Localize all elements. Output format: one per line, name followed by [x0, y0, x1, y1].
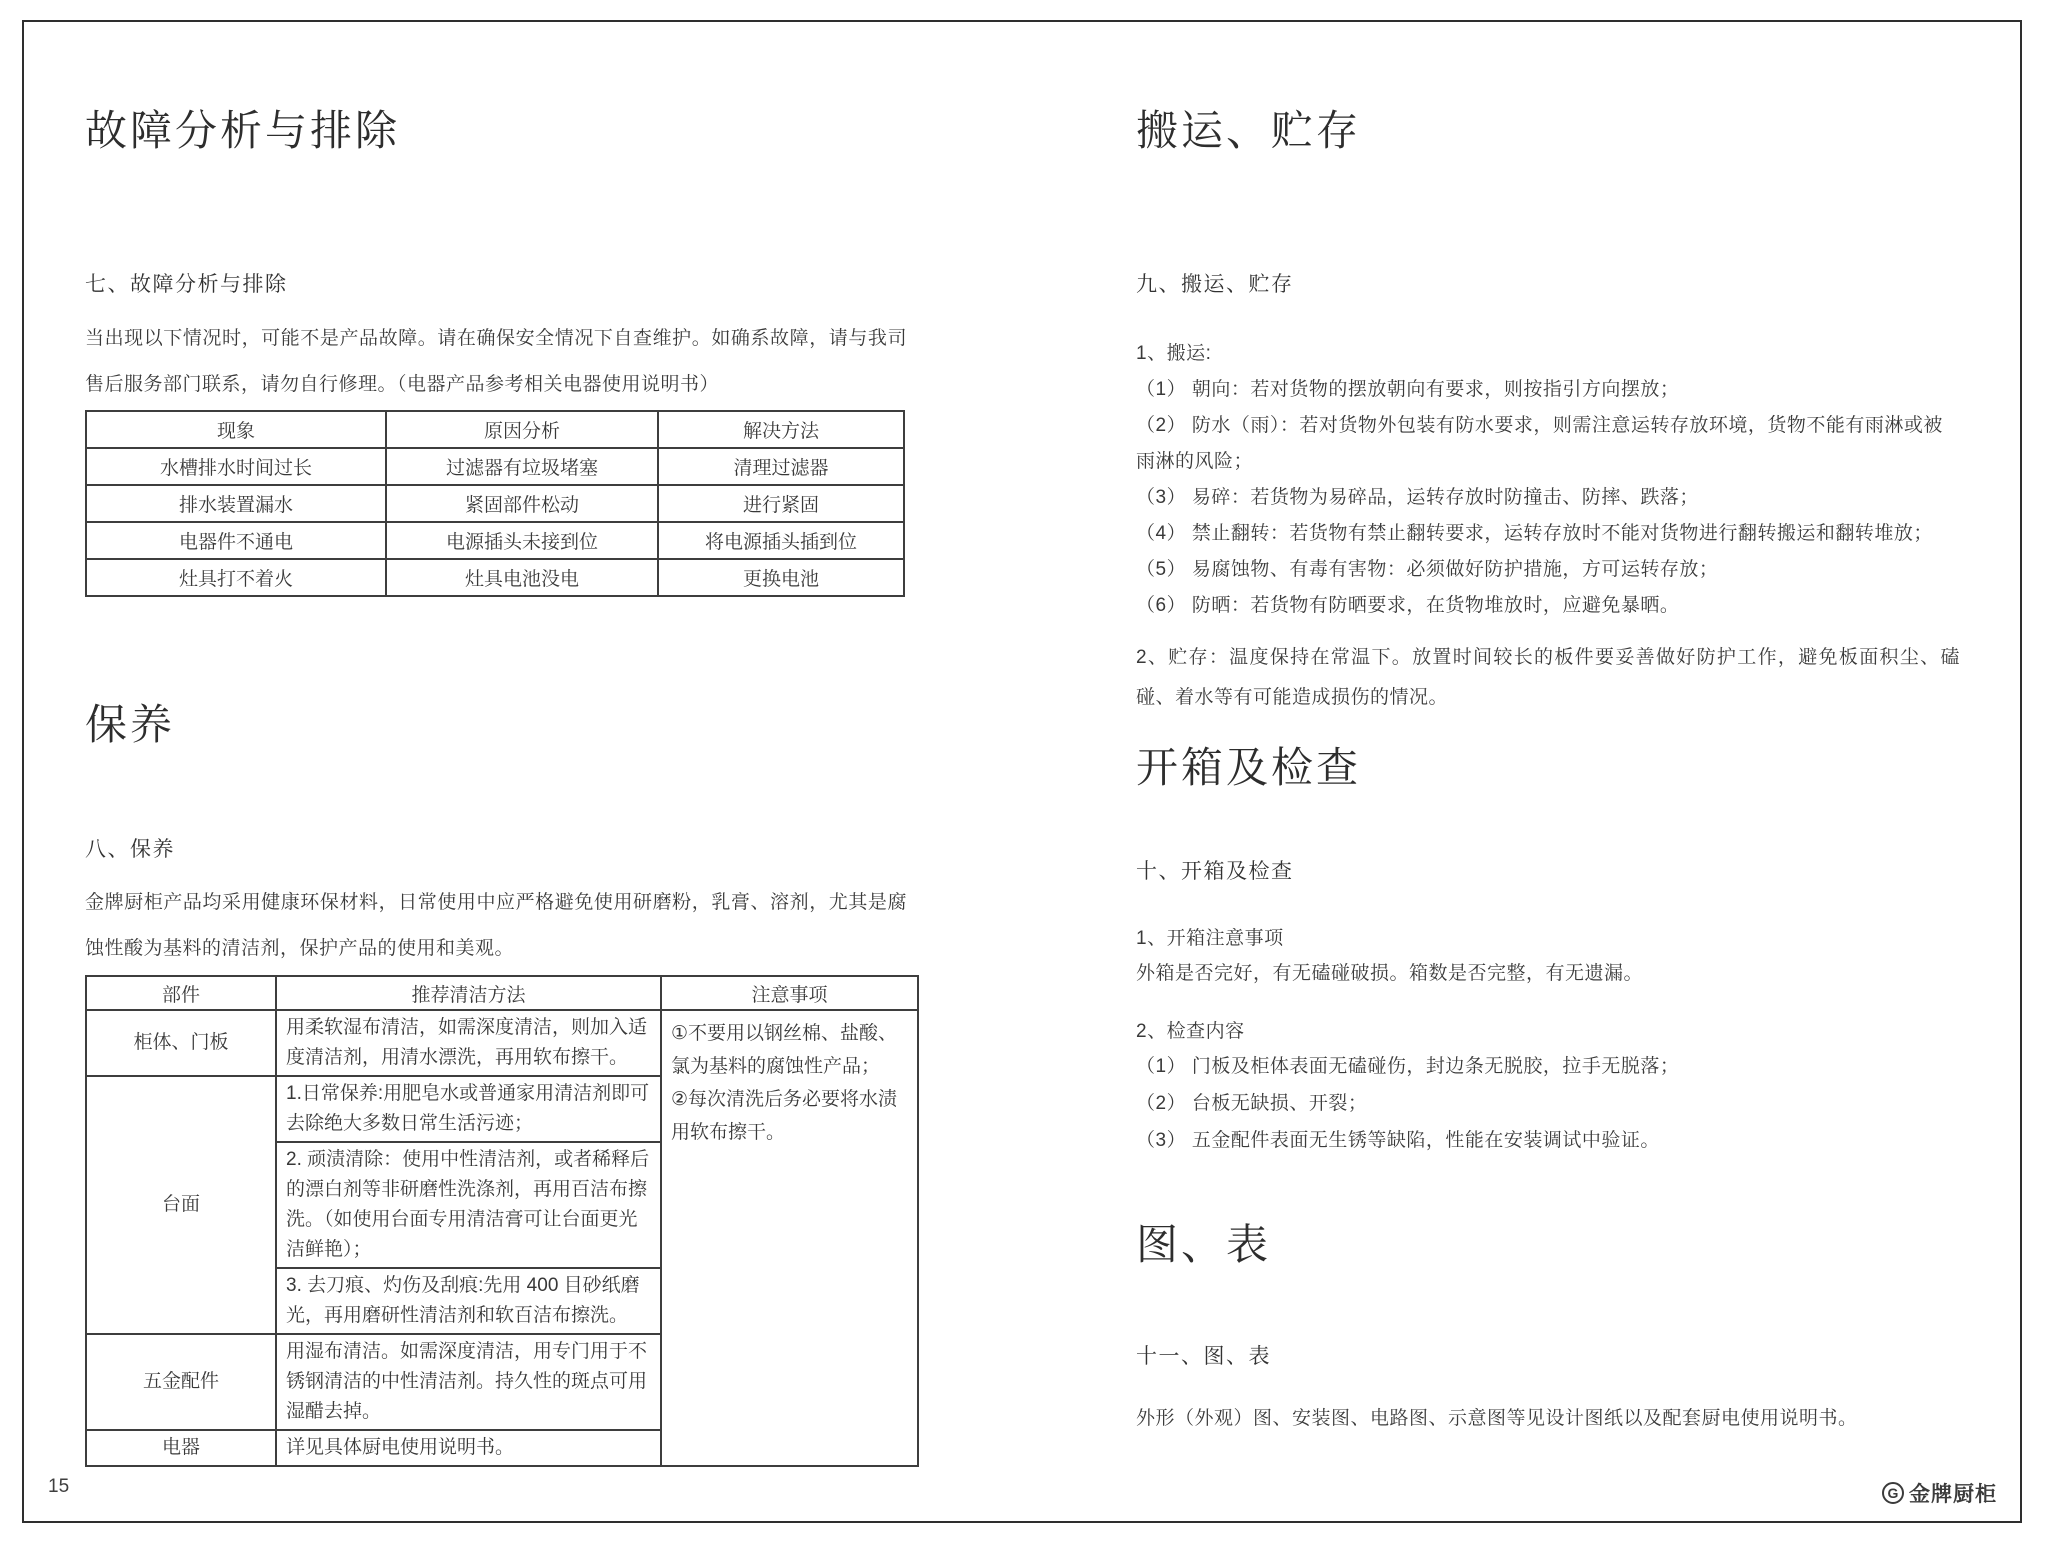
transport-title: 搬运、贮存: [1136, 107, 1362, 154]
inspection-heading: 十、开箱及检查: [1136, 860, 1294, 883]
logo-letter: G: [1887, 1485, 1899, 1501]
troubleshooting-table: [85, 410, 905, 597]
list-item: （2） 防水（雨）：若对货物外包装有防水要求，则需注意运转存放环境，货物不能有雨淋或被雨淋的风险；: [1136, 415, 1943, 472]
maintenance-intro: 金牌厨柜产品均采用健康环保材料，日常使用中应严格避免使用研磨粉，乳膏、溶剂，尤其是腐蚀性酸为基料的清洁剂，保护产品的使用和美观。: [85, 892, 907, 959]
table-row: [86, 485, 904, 522]
brand-logo: [1882, 1478, 1997, 1508]
cell-solution: 清理过滤器: [658, 448, 904, 485]
cell-solution: 更换电池: [658, 559, 904, 596]
figures-title: 图、表: [1136, 1221, 1272, 1268]
cell-cause: 灶具电池没电: [386, 559, 658, 596]
cell-method-countertop-2: 2. 顽渍清除：使用中性清洁剂，或者稀释后的漂白剂等非研磨性洗涤剂，再用百洁布擦洗。（如使用台面专用清洁膏可让台面更光洁鲜艳）；: [276, 1142, 661, 1268]
col-header-solution: 解决方法: [658, 411, 904, 448]
maintenance-title: 保养: [85, 701, 176, 748]
cell-part-appliance: 电器: [86, 1430, 276, 1466]
check-heading: 2、检查内容: [1136, 1021, 1245, 1042]
cell-phenomenon: 灶具打不着火: [86, 559, 386, 596]
troubleshooting-heading: 七、故障分析与排除: [85, 273, 288, 296]
cell-phenomenon: 电器件不通电: [86, 522, 386, 559]
table-header-row: [86, 976, 918, 1010]
note-1: ①不要用以钢丝棉、盐酸、氯为基料的腐蚀性产品；: [671, 1023, 898, 1077]
cell-part-hardware: 五金配件: [86, 1334, 276, 1430]
col-header-part: 部件: [86, 976, 276, 1010]
cell-method-countertop-3: 3. 去刀痕、灼伤及刮痕:先用 400 目砂纸磨光，再用磨研性清洁剂和软百洁布擦洗。: [276, 1268, 661, 1334]
check-item-list: [1136, 1048, 1960, 1159]
col-header-notes: 注意事项: [661, 976, 918, 1010]
list-item: （1） 朝向：若对货物的摆放朝向有要求，则按指引方向摆放；: [1136, 379, 1680, 400]
troubleshooting-intro: 当出现以下情况时，可能不是产品故障。请在确保安全情况下自查维护。如确系故障，请与我司售后服务部门联系，请勿自行修理。（电器产品参考相关电器使用说明书）: [85, 328, 907, 395]
list-item: （5） 易腐蚀物、有毒有害物：必须做好防护措施，方可运转存放；: [1136, 559, 1719, 580]
cell-part-countertop: 台面: [86, 1076, 276, 1334]
table-row: [86, 559, 904, 596]
unboxing-heading: 1、开箱注意事项: [1136, 928, 1284, 949]
cell-method-appliance: 详见具体厨电使用说明书。: [276, 1430, 661, 1466]
transport-carry-heading: 1、搬运:: [1136, 343, 1212, 364]
cell-notes: [661, 1010, 918, 1466]
table-row-cabinet: [86, 1010, 918, 1076]
cell-phenomenon: 水槽排水时间过长: [86, 448, 386, 485]
cell-phenomenon: 排水装置漏水: [86, 485, 386, 522]
list-item: （6） 防晒：若货物有防晒要求，在货物堆放时，应避免暴晒。: [1136, 595, 1680, 616]
col-header-phenomenon: 现象: [86, 411, 386, 448]
cell-cause: 紧固部件松动: [386, 485, 658, 522]
list-item: （1） 门板及柜体表面无磕碰伤，封边条无脱胶，拉手无脱落；: [1136, 1056, 1680, 1077]
list-item: （2） 台板无缺损、开裂；: [1136, 1093, 1368, 1114]
transport-heading: 九、搬运、贮存: [1136, 273, 1294, 296]
col-header-method: 推荐清洁方法: [276, 976, 661, 1010]
cell-cause: 过滤器有垃圾堵塞: [386, 448, 658, 485]
transport-item-list: [1136, 372, 1960, 624]
figures-heading: 十一、图、表: [1136, 1345, 1271, 1368]
maintenance-table: [85, 975, 919, 1467]
maintenance-heading: 八、保养: [85, 838, 175, 861]
transport-storage-text: 2、贮存：温度保持在常温下。放置时间较长的板件要妥善做好防护工作，避免板面积尘、磕碰、着水等有可能造成损伤的情况。: [1136, 647, 1960, 708]
table-row: [86, 522, 904, 559]
page-number: 15: [48, 1476, 70, 1497]
brand-logo-icon: [1882, 1482, 1904, 1504]
list-item: （3） 易碎：若货物为易碎品，运转存放时防撞击、防摔、跌落；: [1136, 487, 1699, 508]
inspection-title: 开箱及检查: [1136, 744, 1362, 791]
table-row: [86, 448, 904, 485]
cell-solution: 将电源插头插到位: [658, 522, 904, 559]
brand-logo-text: 金牌厨柜: [1909, 1483, 1997, 1506]
cell-method-cabinet: 用柔软湿布清洁，如需深度清洁，则加入适度清洁剂，用清水漂洗，再用软布擦干。: [276, 1010, 661, 1076]
troubleshooting-title: 故障分析与排除: [85, 107, 401, 154]
note-2: ②每次清洗后务必要将水渍用软布擦干。: [671, 1089, 898, 1143]
figures-text: 外形（外观）图、安装图、电路图、示意图等见设计图纸以及配套厨电使用说明书。: [1136, 1408, 1858, 1429]
cell-method-countertop-1: 1.日常保养:用肥皂水或普通家用清洁剂即可去除绝大多数日常生活污迹；: [276, 1076, 661, 1142]
list-item: （4） 禁止翻转：若货物有禁止翻转要求，运转存放时不能对货物进行翻转搬运和翻转堆放；: [1136, 523, 1933, 544]
col-header-cause: 原因分析: [386, 411, 658, 448]
list-item: （3） 五金配件表面无生锈等缺陷，性能在安装调试中验证。: [1136, 1130, 1660, 1151]
cell-solution: 进行紧固: [658, 485, 904, 522]
cell-part-cabinet: 柜体、门板: [86, 1010, 276, 1076]
cell-method-hardware: 用湿布清洁。如需深度清洁，用专门用于不锈钢清洁的中性清洁剂。持久性的斑点可用湿醋去掉。: [276, 1334, 661, 1430]
unboxing-text: 外箱是否完好，有无磕碰破损。箱数是否完整，有无遗漏。: [1136, 963, 1644, 984]
cell-cause: 电源插头未接到位: [386, 522, 658, 559]
table-header-row: [86, 411, 904, 448]
